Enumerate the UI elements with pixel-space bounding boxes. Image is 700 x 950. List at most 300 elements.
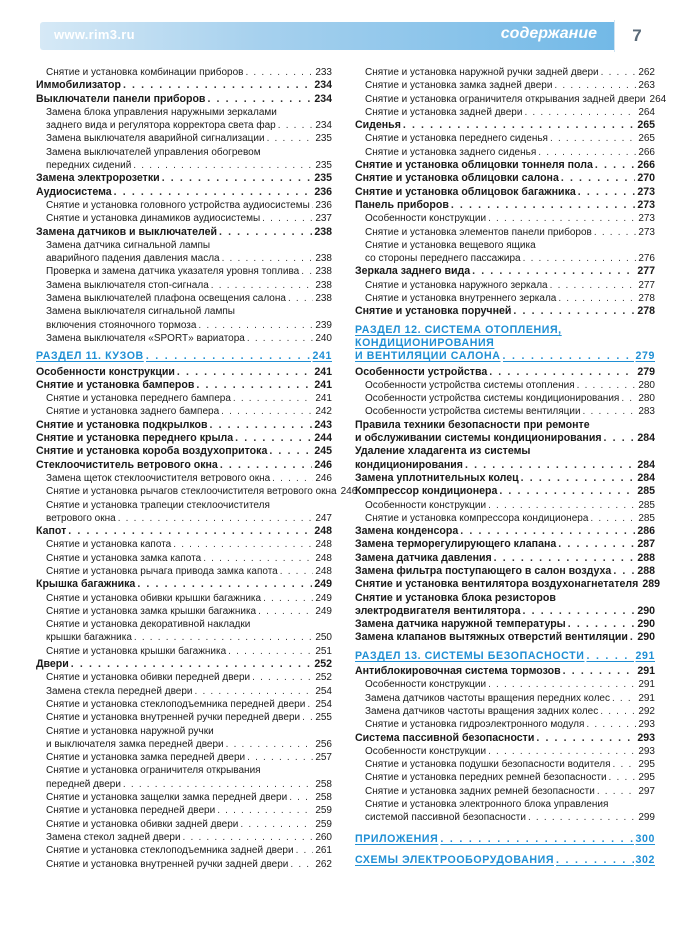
dot-leader <box>613 565 635 578</box>
dot-leader <box>499 485 635 498</box>
toc-chapter-entry[interactable] <box>36 379 332 392</box>
toc-page-number: 288 <box>637 564 655 577</box>
toc-subentry[interactable] <box>36 552 332 565</box>
dot-leader <box>609 771 637 784</box>
dot-leader <box>594 226 636 239</box>
toc-subentry[interactable] <box>36 132 332 145</box>
toc-entry-title: ветрового окна <box>46 512 116 524</box>
toc-page-number: 256 <box>315 738 332 750</box>
toc-entry-title: Замена конденсора <box>355 525 459 538</box>
dot-leader <box>71 658 313 671</box>
toc-subentry[interactable] <box>36 844 332 857</box>
toc-page-number: 287 <box>637 538 655 551</box>
toc-subentry[interactable] <box>36 212 332 225</box>
toc-chapter-entry[interactable] <box>355 605 655 618</box>
toc-page-number: 239 <box>315 319 332 331</box>
toc-page-number: 266 <box>637 159 655 172</box>
toc-entry-title: Снятие и установка переднего бампера <box>46 393 231 405</box>
dot-leader <box>600 705 636 718</box>
toc-page-number: 238 <box>315 293 332 305</box>
toc-subentry[interactable] <box>36 804 332 817</box>
dot-leader <box>288 292 313 305</box>
dot-leader <box>590 512 636 525</box>
toc-subentry-line <box>36 305 332 318</box>
toc-entry-title: Компрессор кондиционера <box>355 485 498 498</box>
toc-chapter-entry[interactable] <box>36 226 332 239</box>
toc-subentry-line <box>36 725 332 738</box>
toc-page-number: 292 <box>638 705 655 717</box>
toc-chapter-entry[interactable] <box>355 366 655 379</box>
toc-chapter-entry[interactable] <box>355 265 655 278</box>
toc-chapter-entry[interactable] <box>355 631 655 644</box>
toc-page-number: 277 <box>637 265 655 278</box>
dot-leader <box>523 605 636 618</box>
toc-page-number: 259 <box>315 805 332 817</box>
dot-leader <box>210 419 313 432</box>
dot-leader <box>217 804 313 817</box>
toc-subentry[interactable] <box>355 718 655 731</box>
toc-chapter-entry-line <box>355 445 655 458</box>
dot-leader <box>146 350 311 363</box>
toc-page-number: 258 <box>315 792 332 804</box>
toc-subentry[interactable] <box>36 279 332 292</box>
toc-chapter-entry[interactable] <box>36 79 332 92</box>
toc-entry-title: Снятие и установка облицовки салона <box>355 172 559 185</box>
toc-page-number: 283 <box>638 406 655 418</box>
toc-chapter-entry[interactable] <box>355 485 655 498</box>
toc-page-number: 273 <box>637 185 655 198</box>
toc-entry-title: Замена щеток стеклоочистителя ветрового окна <box>46 472 271 484</box>
dot-leader <box>489 366 635 379</box>
toc-chapter-entry[interactable] <box>355 186 655 199</box>
toc-subentry[interactable] <box>355 785 655 798</box>
toc-entry-title: Снятие и установка облицовки тоннеля пола <box>355 159 593 172</box>
toc-entry-title: Крышка багажника <box>36 578 136 591</box>
toc-page-number: 248 <box>315 565 332 577</box>
dot-leader <box>302 711 313 724</box>
toc-entry-title: Замена выключателей управления обогревом <box>46 146 261 158</box>
toc-subentry[interactable] <box>36 472 332 485</box>
toc-page-number: 265 <box>638 133 655 145</box>
toc-page-number: 259 <box>315 818 332 830</box>
toc-page-number: 258 <box>315 778 332 790</box>
toc-entry-title: Снятие и установка комбинации приборов <box>46 67 244 78</box>
toc-entry-title: Особенности устройства <box>355 365 488 378</box>
toc-subentry[interactable] <box>36 405 332 418</box>
toc-entry-title: РАЗДЕЛ 12. СИСТЕМА ОТОПЛЕНИЯ, <box>355 323 562 336</box>
toc-chapter-entry[interactable] <box>355 618 655 631</box>
dot-leader <box>263 592 313 605</box>
toc-page-number: 238 <box>315 266 332 278</box>
toc-page-number: 265 <box>637 119 655 132</box>
toc-page-number: 249 <box>315 592 332 604</box>
toc-entry-title: РАЗДЕЛ 11. КУЗОВ <box>36 350 144 363</box>
toc-entry-title: Снятие и установка наружного зеркала <box>365 279 548 291</box>
toc-subentry[interactable] <box>355 379 655 392</box>
dot-leader <box>219 226 312 239</box>
toc-entry-title: Снятие и установка вещевого ящика <box>365 239 536 251</box>
toc-entry-title: Снятие и установка блока резисторов <box>355 591 556 604</box>
dot-leader <box>233 392 313 405</box>
toc-page-number: 235 <box>315 133 332 145</box>
toc-subentry[interactable] <box>355 499 655 512</box>
toc-entry-title: Проверка и замена датчика указателя уровня топлива <box>46 266 300 278</box>
toc-subentry[interactable] <box>36 778 332 791</box>
toc-subentry[interactable] <box>36 199 332 212</box>
site-url[interactable]: www.rim3.ru <box>54 27 135 42</box>
toc-subentry[interactable] <box>36 711 332 724</box>
toc-entry-title: Снятие и установка обивки задней двери <box>46 818 239 830</box>
toc-subentry[interactable] <box>36 671 332 684</box>
toc-chapter-entry[interactable] <box>355 472 655 485</box>
dot-leader <box>465 459 635 472</box>
toc-page-number: 248 <box>314 525 332 538</box>
dot-leader <box>604 432 636 445</box>
toc-page-number: 262 <box>315 858 332 870</box>
toc-chapter-entry[interactable] <box>355 459 655 472</box>
toc-subentry-line <box>36 764 332 777</box>
toc-subentry[interactable] <box>355 405 655 418</box>
toc-entry-title: Снятие и установка рычагов стеклоочистителя ветрового окна <box>46 486 337 498</box>
toc-subentry[interactable] <box>36 485 358 498</box>
dot-leader <box>195 685 314 698</box>
toc-entry-title: Снятие и установка короба воздухопритока <box>36 445 268 458</box>
dot-leader <box>196 379 312 392</box>
toc-section-heading[interactable] <box>36 350 332 363</box>
toc-subentry[interactable] <box>355 252 655 265</box>
toc-subentry[interactable] <box>355 512 655 525</box>
toc-chapter-entry[interactable] <box>355 159 655 172</box>
dot-leader <box>177 366 312 379</box>
toc-entry-title: Капот <box>36 525 67 538</box>
toc-subentry-line <box>36 239 332 252</box>
dot-leader <box>488 212 636 225</box>
dot-leader <box>503 350 634 363</box>
toc-subentry[interactable] <box>355 758 655 771</box>
dot-leader <box>173 538 313 551</box>
toc-chapter-entry[interactable] <box>36 658 332 671</box>
toc-subentry[interactable] <box>355 93 667 106</box>
toc-chapter-entry[interactable] <box>36 366 332 379</box>
toc-chapter-entry[interactable] <box>36 445 332 458</box>
toc-chapter-entry[interactable] <box>355 199 655 212</box>
toc-subentry[interactable] <box>355 692 655 705</box>
toc-page-number: 290 <box>637 604 655 617</box>
toc-chapter-entry[interactable] <box>355 525 655 538</box>
dot-leader <box>240 818 313 831</box>
dot-leader <box>613 758 637 771</box>
toc-entry-title: Снятие и установка внутренней ручки передней двери <box>46 712 301 724</box>
toc-page-number: 244 <box>314 432 332 445</box>
toc-page-number: 295 <box>638 772 655 784</box>
toc-left-column <box>36 66 358 871</box>
toc-entry-title: Снятие и установка ограничителя открывания задней двери <box>365 93 646 105</box>
toc-entry-title: Снятие и установка трапеции стеклоочистителя <box>46 499 270 511</box>
toc-entry-title: Двери <box>36 658 69 671</box>
dot-leader <box>524 106 636 119</box>
toc-page-number: 273 <box>637 198 655 211</box>
toc-subentry[interactable] <box>355 106 655 119</box>
toc-page-number: 246 <box>315 472 332 484</box>
toc-section-heading-line[interactable] <box>355 350 655 363</box>
toc-chapter-entry[interactable] <box>355 432 655 445</box>
toc-entry-title: Система пассивной безопасности <box>355 731 535 744</box>
toc-entry-title: Снятие и установка обивки крышки багажника <box>46 592 262 604</box>
toc-page-number: 251 <box>315 645 332 657</box>
toc-subentry[interactable] <box>36 685 332 698</box>
toc-subentry[interactable] <box>36 698 332 711</box>
toc-entry-title: Снятие и установка замка капота <box>46 552 202 564</box>
toc-subentry[interactable] <box>36 538 332 551</box>
toc-page-number: 243 <box>314 418 332 431</box>
toc-subentry[interactable] <box>36 512 332 525</box>
toc-chapter-entry[interactable] <box>36 459 332 472</box>
toc-subentry[interactable] <box>36 252 332 265</box>
toc-appendix-heading[interactable] <box>355 854 655 867</box>
dot-leader <box>296 844 314 857</box>
toc-page-number: 270 <box>637 172 655 185</box>
toc-subentry[interactable] <box>36 392 332 405</box>
toc-subentry[interactable] <box>36 751 332 764</box>
toc-entry-title: со стороны переднего пассажира <box>365 253 521 265</box>
toc-subentry[interactable] <box>355 132 655 145</box>
dot-leader <box>597 785 637 798</box>
toc-page-number: 279 <box>637 365 655 378</box>
toc-appendix-heading[interactable] <box>355 833 655 846</box>
toc-subentry[interactable] <box>355 292 655 305</box>
toc-entry-title: Удаление хладагента из системы <box>355 445 531 458</box>
dot-leader <box>513 305 635 318</box>
dot-leader <box>403 119 635 132</box>
toc-page-number: 280 <box>638 379 655 391</box>
toc-page-number: 286 <box>637 525 655 538</box>
toc-page-number: 250 <box>315 632 332 644</box>
toc-entry-title: Особенности устройства системы отопления <box>365 379 575 391</box>
toc-entry-title: КОНДИЦИОНИРОВАНИЯ <box>355 336 495 349</box>
dot-leader <box>595 159 635 172</box>
toc-entry-title: Снятие и установка обивки передней двери <box>46 672 251 684</box>
toc-subentry[interactable] <box>36 605 332 618</box>
toc-subentry-line <box>355 798 655 811</box>
toc-section-heading-line <box>355 337 655 350</box>
toc-entry-title: ПРИЛОЖЕНИЯ <box>355 832 439 845</box>
toc-page-number: 262 <box>638 67 655 78</box>
toc-entry-title: Снятие и установка рычага привода замка капота <box>46 565 278 577</box>
toc-subentry[interactable] <box>355 705 655 718</box>
dot-leader <box>488 499 636 512</box>
toc-page-number: 291 <box>638 679 655 691</box>
toc-entry-title: Особенности устройства системы кондиционирования <box>365 393 620 405</box>
toc-entry-title: Замена блока управления наружными зеркалами <box>46 106 277 118</box>
toc-entry-title: РАЗДЕЛ 13. СИСТЕМЫ БЕЗОПАСНОСТИ <box>355 649 585 662</box>
toc-chapter-entry[interactable] <box>36 93 332 106</box>
dot-leader <box>472 265 635 278</box>
toc-page-number: 235 <box>315 160 332 172</box>
dot-leader <box>220 459 313 472</box>
toc-entry-title: электродвигателя вентилятора <box>355 604 521 617</box>
toc-entry-title: Замена стекла передней двери <box>46 685 193 697</box>
toc-page-number: 276 <box>638 253 655 265</box>
dot-leader <box>630 631 635 644</box>
toc-subentry[interactable] <box>36 631 332 644</box>
toc-subentry[interactable] <box>355 66 655 79</box>
dot-leader <box>586 718 636 731</box>
toc-subentry[interactable] <box>355 392 655 405</box>
toc-entry-title: Снятие и установка заднего бампера <box>46 406 220 418</box>
toc-page-number: 241 <box>315 393 332 405</box>
toc-subentry-line <box>36 146 332 159</box>
toc-chapter-entry-line <box>355 592 655 605</box>
toc-page-number: 293 <box>638 745 655 757</box>
dot-leader <box>561 172 635 185</box>
toc-entry-title: Особенности конструкции <box>365 499 487 511</box>
toc-entry-title: Снятие и установка наружной ручки задней двери <box>365 67 599 78</box>
toc-page-number: 241 <box>314 378 332 391</box>
toc-subentry[interactable] <box>355 79 655 92</box>
toc-page-number: 255 <box>315 712 332 724</box>
toc-entry-title: Снятие и установка заднего сиденья <box>365 146 537 158</box>
toc-subentry[interactable] <box>36 319 332 332</box>
toc-chapter-entry[interactable] <box>36 172 332 185</box>
toc-subentry[interactable] <box>355 678 655 691</box>
toc-entry-title: Снятие и установка компрессора кондиционера <box>365 512 589 524</box>
toc-chapter-entry[interactable] <box>36 525 332 538</box>
toc-chapter-entry[interactable] <box>36 186 332 199</box>
dot-leader <box>586 650 633 663</box>
toc-entry-title: Правила техники безопасности при ремонте <box>355 418 590 431</box>
toc-page-number: 246 <box>314 458 332 471</box>
dot-leader <box>211 279 314 292</box>
toc-entry-title: крышки багажника <box>46 632 132 644</box>
toc-entry-title: Снятие и установка задней двери <box>365 106 523 118</box>
toc-subentry[interactable] <box>36 831 332 844</box>
toc-page-number: 295 <box>638 759 655 771</box>
dot-leader <box>550 279 637 292</box>
toc-entry-title: Снятие и установка декоративной накладки <box>46 619 251 631</box>
toc-page-number: 264 <box>638 106 655 118</box>
dot-leader <box>556 854 633 867</box>
toc-chapter-entry[interactable] <box>355 538 655 551</box>
toc-subentry[interactable] <box>355 212 655 225</box>
toc-subentry[interactable] <box>355 771 655 784</box>
toc-subentry[interactable] <box>355 146 655 159</box>
toc-page-number: 284 <box>637 432 655 445</box>
toc-entry-title: Снятие и установка переднего сиденья <box>365 133 548 145</box>
dot-leader <box>123 778 313 791</box>
toc-entry-title: аварийного падения давления масла <box>46 253 220 265</box>
toc-subentry[interactable] <box>36 265 332 278</box>
toc-page-number: 285 <box>638 512 655 524</box>
dot-leader <box>488 745 636 758</box>
toc-entry-title: Замена терморегулирующего клапана <box>355 538 557 551</box>
toc-entry-title: Замена датчика наружной температуры <box>355 618 566 631</box>
toc-chapter-entry[interactable] <box>355 172 655 185</box>
toc-chapter-entry[interactable] <box>355 305 655 318</box>
toc-chapter-entry[interactable] <box>355 578 660 591</box>
toc-entry-title: Замена уплотнительных колец <box>355 471 519 484</box>
toc-subentry[interactable] <box>355 811 655 824</box>
toc-page-number: 285 <box>637 485 655 498</box>
dot-leader <box>538 146 636 159</box>
toc-entry-title: Замена выключателя аварийной сигнализации <box>46 133 265 145</box>
toc-entry-title: Снятие и установка подушки безопасности водителя <box>365 759 611 771</box>
toc-subentry[interactable] <box>355 745 655 758</box>
dot-leader <box>198 319 313 332</box>
toc-chapter-entry[interactable] <box>355 565 655 578</box>
toc-page-number: 242 <box>315 406 332 418</box>
toc-chapter-entry[interactable] <box>355 119 655 132</box>
dot-leader <box>114 186 313 199</box>
toc-subentry[interactable] <box>36 66 332 79</box>
toc-subentry[interactable] <box>36 565 332 578</box>
toc-chapter-entry[interactable] <box>355 552 655 565</box>
toc-entry-title: Снятие и установка крышки багажника <box>46 645 227 657</box>
dot-leader <box>278 119 314 132</box>
toc-page-number: 273 <box>638 213 655 225</box>
toc-entry-title: Снятие и установка внутренней ручки задней двери <box>46 858 289 870</box>
toc-subentry[interactable] <box>36 858 332 871</box>
toc-page-number: 246 <box>340 486 358 498</box>
dot-leader <box>440 833 633 846</box>
dot-leader <box>488 678 636 691</box>
toc-entry-title: передних сидений <box>46 160 132 172</box>
toc-chapter-entry[interactable] <box>355 732 655 745</box>
toc-subentry[interactable] <box>36 292 332 305</box>
dot-leader <box>221 405 313 418</box>
dot-leader <box>272 472 313 485</box>
dot-leader <box>451 199 635 212</box>
toc-subentry[interactable] <box>36 818 332 831</box>
toc-subentry[interactable] <box>355 279 655 292</box>
toc-page-number: 285 <box>638 499 655 511</box>
toc-chapter-entry[interactable] <box>355 665 655 678</box>
toc-page-number: 238 <box>314 225 332 238</box>
toc-entry-title: Снятие и установка наружной ручки <box>46 725 214 737</box>
dot-leader <box>558 538 635 551</box>
page-number: 7 <box>615 20 657 52</box>
toc-entry-title: Снятие и установка стеклоподъемника передней двери <box>46 698 306 710</box>
dot-leader <box>460 525 635 538</box>
toc-subentry[interactable] <box>36 645 332 658</box>
dot-leader <box>247 751 313 764</box>
toc-chapter-entry-line <box>355 419 655 432</box>
toc-chapter-entry[interactable] <box>36 432 332 445</box>
dot-leader <box>301 265 313 278</box>
toc-subentry[interactable] <box>36 332 332 345</box>
toc-entry-title: Замена датчика давления <box>355 551 492 564</box>
dot-leader <box>563 665 636 678</box>
toc-chapter-entry[interactable] <box>36 419 332 432</box>
toc-page-number: 252 <box>314 658 332 671</box>
toc-page-number: 234 <box>314 79 332 92</box>
toc-subentry[interactable] <box>36 738 332 751</box>
toc-page-number: 257 <box>315 752 332 764</box>
toc-subentry[interactable] <box>36 119 332 132</box>
toc-chapter-entry[interactable] <box>36 578 332 591</box>
toc-subentry[interactable] <box>355 226 655 239</box>
toc-subentry[interactable] <box>36 791 332 804</box>
toc-right-column <box>355 66 667 869</box>
dot-leader <box>162 172 313 185</box>
dot-leader <box>262 212 313 225</box>
dot-leader <box>536 732 635 745</box>
toc-subentry[interactable] <box>36 159 332 172</box>
toc-subentry[interactable] <box>36 592 332 605</box>
toc-section-heading[interactable] <box>355 650 655 663</box>
toc-page-number: 254 <box>315 685 332 697</box>
toc-page-number: 288 <box>637 551 655 564</box>
toc-page-number: 293 <box>637 731 655 744</box>
